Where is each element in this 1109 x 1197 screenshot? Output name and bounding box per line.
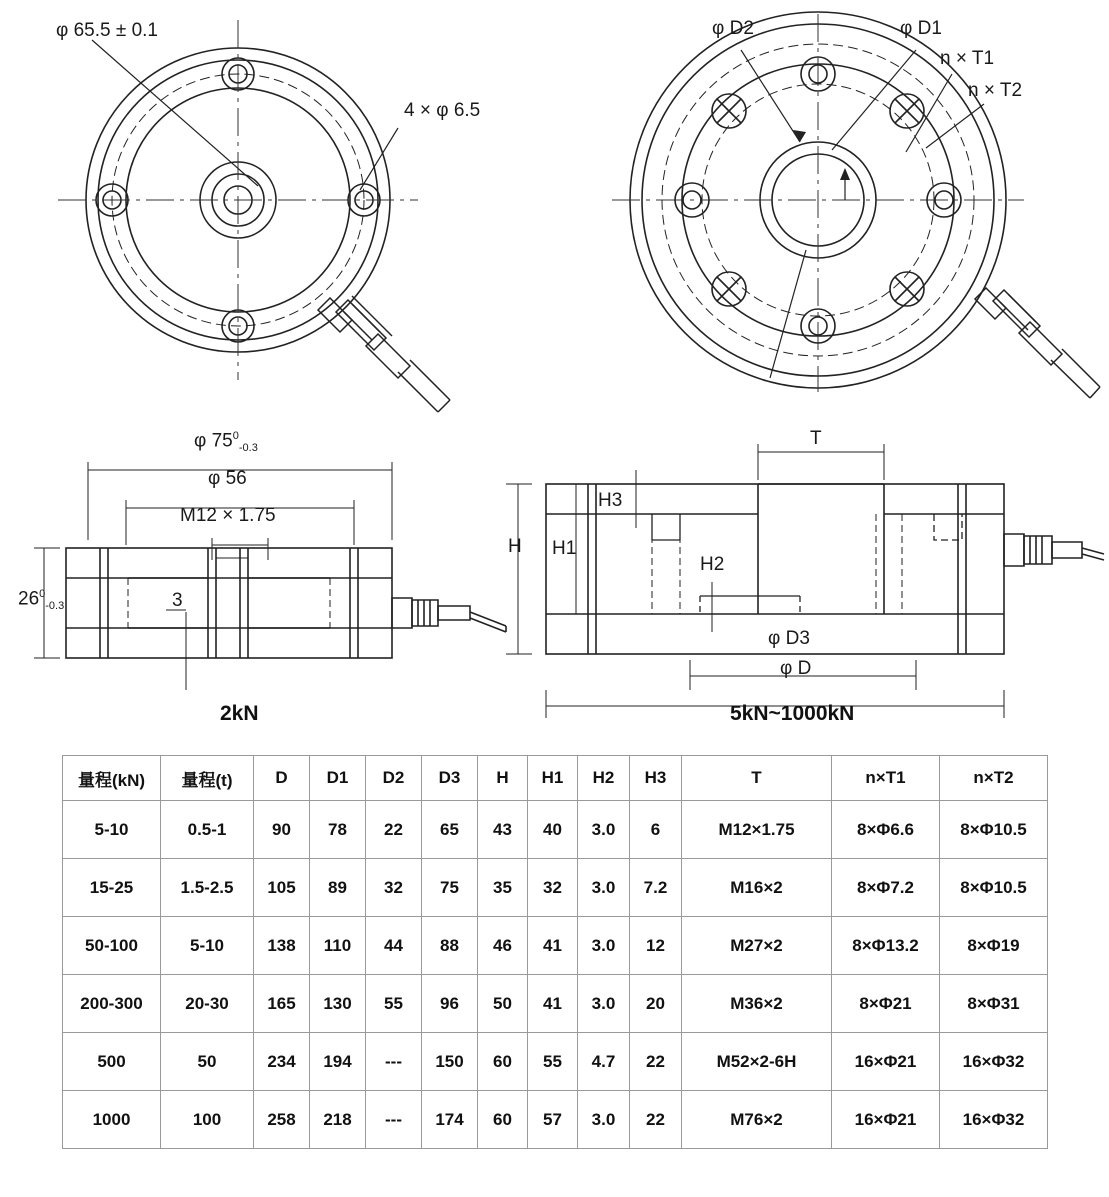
caption-left: 2kN <box>220 702 259 725</box>
table-cell: 55 <box>366 975 422 1033</box>
label-right-d3: φ D3 <box>768 628 810 649</box>
table-cell: 3.0 <box>578 917 630 975</box>
left-cable-1 <box>398 372 438 412</box>
table-cell: 3.0 <box>578 1091 630 1149</box>
table-cell: 96 <box>422 975 478 1033</box>
left-cable-end <box>438 400 450 412</box>
table-cell: M52×2-6H <box>682 1033 832 1091</box>
label-left-outer-tol-up: 0 <box>232 430 239 442</box>
table-row <box>63 859 1048 917</box>
table-cell: 40 <box>528 801 578 859</box>
table-cell: 8×Φ10.5 <box>940 801 1048 859</box>
table-cell: 200-300 <box>63 975 161 1033</box>
table-cell: 194 <box>310 1033 366 1091</box>
table-cell: M76×2 <box>682 1091 832 1149</box>
table-header-cell: 量程(kN) <box>63 756 161 801</box>
table-header-cell: H3 <box>630 756 682 801</box>
right-leader-d1 <box>832 50 916 150</box>
table-cell: 20 <box>630 975 682 1033</box>
table-cell: 41 <box>528 917 578 975</box>
table-cell: 174 <box>422 1091 478 1149</box>
table-cell: 60 <box>478 1091 528 1149</box>
label-left-height <box>18 588 64 612</box>
label-right-d2: φ D2 <box>712 18 754 39</box>
table-cell: 110 <box>310 917 366 975</box>
label-left-thread: M12 × 1.75 <box>180 505 276 526</box>
table-cell: 65 <box>422 801 478 859</box>
label-right-h1: H1 <box>552 538 577 559</box>
table-cell: 60 <box>478 1033 528 1091</box>
right-cable-end <box>1090 387 1100 398</box>
table-cell: 16×Φ32 <box>940 1033 1048 1091</box>
table-cell: 44 <box>366 917 422 975</box>
table-cell: 6 <box>630 801 682 859</box>
right-leader-t1 <box>906 74 952 152</box>
table-row <box>63 801 1048 859</box>
spec-table-container <box>62 755 1047 1149</box>
label-left-outer <box>194 430 258 454</box>
table-cell: 55 <box>528 1033 578 1091</box>
table-cell: 3.0 <box>578 859 630 917</box>
label-right-d: φ D <box>780 658 812 679</box>
label-left-holes: 4 × φ 6.5 <box>404 100 481 121</box>
label-left-pcd: φ 65.5 ± 0.1 <box>56 20 158 41</box>
left-section-view <box>66 548 506 658</box>
table-cell: 75 <box>422 859 478 917</box>
table-cell: 20-30 <box>161 975 254 1033</box>
table-cell: 32 <box>528 859 578 917</box>
table-row <box>63 1091 1048 1149</box>
table-header-cell: D1 <box>310 756 366 801</box>
right-dimensions <box>506 444 1004 718</box>
left-cable-2 <box>410 360 450 400</box>
table-header-cell: 量程(t) <box>161 756 254 801</box>
right-cable-1 <box>1051 360 1090 398</box>
table-cell: 16×Φ21 <box>832 1091 940 1149</box>
table-cell: 100 <box>161 1091 254 1149</box>
label-left-outer-tol-low: -0.3 <box>238 442 258 455</box>
label-right-h: H <box>508 536 522 557</box>
table-cell: 8×Φ10.5 <box>940 859 1048 917</box>
table-cell: 22 <box>630 1033 682 1091</box>
table-cell: 3.0 <box>578 801 630 859</box>
label-right-h3: H3 <box>598 490 623 511</box>
table-cell: --- <box>366 1033 422 1091</box>
table-cell: 16×Φ32 <box>940 1091 1048 1149</box>
table-row <box>63 975 1048 1033</box>
table-header-cell: H2 <box>578 756 630 801</box>
table-cell: 234 <box>254 1033 310 1091</box>
label-left-outer-value: φ 75 <box>194 430 233 452</box>
table-header-row <box>63 756 1048 801</box>
table-cell: 43 <box>478 801 528 859</box>
table-cell: 8×Φ6.6 <box>832 801 940 859</box>
table-cell: M12×1.75 <box>682 801 832 859</box>
table-cell: 50 <box>478 975 528 1033</box>
table-cell: 4.7 <box>578 1033 630 1091</box>
table-header-cell: H1 <box>528 756 578 801</box>
table-cell: 32 <box>366 859 422 917</box>
spec-table <box>62 755 1048 1149</box>
left-gland-body <box>336 300 386 350</box>
table-row <box>63 917 1048 975</box>
table-cell: M27×2 <box>682 917 832 975</box>
right-leader-t2 <box>926 104 984 148</box>
table-cell: 8×Φ19 <box>940 917 1048 975</box>
label-left-inner: φ 56 <box>208 468 247 489</box>
table-cell: 1.5-2.5 <box>161 859 254 917</box>
table-cell: 16×Φ21 <box>832 1033 940 1091</box>
table-cell: 500 <box>63 1033 161 1091</box>
table-cell: 41 <box>528 975 578 1033</box>
label-left-height-tol-up: 0 <box>39 588 46 600</box>
caption-right: 5kN~1000kN <box>730 702 855 725</box>
table-cell: 105 <box>254 859 310 917</box>
table-cell: 1000 <box>63 1091 161 1149</box>
label-right-d1: φ D1 <box>900 18 942 39</box>
right-section-view <box>546 484 1104 654</box>
left-gland-edge <box>352 296 392 336</box>
table-cell: 165 <box>254 975 310 1033</box>
left-leader-holes <box>360 128 398 190</box>
table-cell: 15-25 <box>63 859 161 917</box>
table-cell: 138 <box>254 917 310 975</box>
right-leader-d2 <box>741 50 800 142</box>
table-cell: 150 <box>422 1033 478 1091</box>
label-left-height-tol-low: -0.3 <box>45 600 65 613</box>
label-right-t1: n × T1 <box>940 48 995 69</box>
table-cell: 8×Φ21 <box>832 975 940 1033</box>
table-header-cell: D <box>254 756 310 801</box>
label-right-t2: n × T2 <box>968 80 1023 101</box>
table-cell: M16×2 <box>682 859 832 917</box>
table-cell: 3.0 <box>578 975 630 1033</box>
table-header-cell: n×T1 <box>832 756 940 801</box>
table-cell: 90 <box>254 801 310 859</box>
table-cell: 22 <box>630 1091 682 1149</box>
table-cell: 5-10 <box>161 917 254 975</box>
table-cell: 258 <box>254 1091 310 1149</box>
label-left-height-value: 26 <box>18 588 40 610</box>
table-cell: M36×2 <box>682 975 832 1033</box>
right-gland-threads <box>1000 294 1036 330</box>
label-right-h2: H2 <box>700 554 725 575</box>
left-dimensions <box>34 462 392 690</box>
table-cell: 50-100 <box>63 917 161 975</box>
left-gland-nut <box>366 334 410 378</box>
label-right-t: T <box>810 428 822 449</box>
table-cell: 89 <box>310 859 366 917</box>
table-cell: 88 <box>422 917 478 975</box>
table-header-cell: n×T2 <box>940 756 1048 801</box>
table-cell: 46 <box>478 917 528 975</box>
right-cable-2 <box>1062 349 1100 387</box>
table-cell: 12 <box>630 917 682 975</box>
table-cell: --- <box>366 1091 422 1149</box>
table-cell: 8×Φ7.2 <box>832 859 940 917</box>
table-cell: 5-10 <box>63 801 161 859</box>
table-cell: 78 <box>310 801 366 859</box>
right-leader-d2b <box>770 250 806 378</box>
table-cell: 50 <box>161 1033 254 1091</box>
table-cell: 8×Φ13.2 <box>832 917 940 975</box>
table-cell: 0.5-1 <box>161 801 254 859</box>
table-cell: 7.2 <box>630 859 682 917</box>
table-cell: 57 <box>528 1091 578 1149</box>
table-header-cell: D3 <box>422 756 478 801</box>
table-row <box>63 1033 1048 1091</box>
table-cell: 8×Φ31 <box>940 975 1048 1033</box>
table-cell: 35 <box>478 859 528 917</box>
table-cell: 130 <box>310 975 366 1033</box>
table-cell: 22 <box>366 801 422 859</box>
table-cell: 218 <box>310 1091 366 1149</box>
table-header-cell: H <box>478 756 528 801</box>
label-left-step: 3 <box>172 590 183 611</box>
table-header-cell: D2 <box>366 756 422 801</box>
table-header-cell: T <box>682 756 832 801</box>
